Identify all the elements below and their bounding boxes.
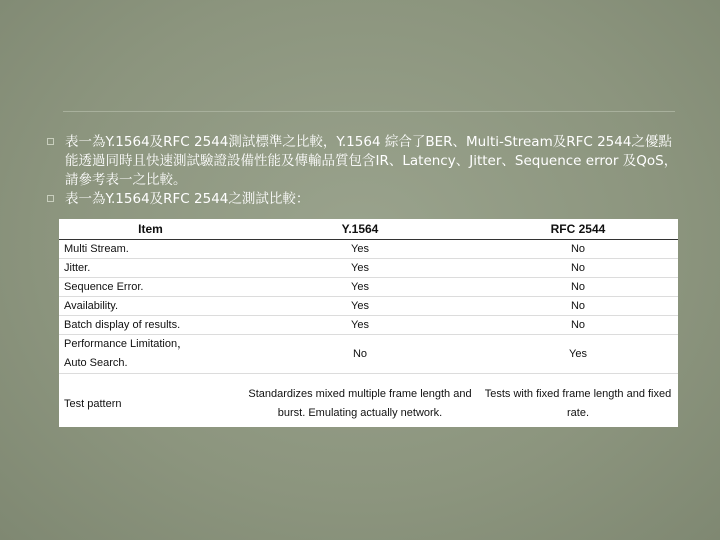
cell-rfc2544: No — [478, 259, 678, 278]
table-row — [59, 374, 678, 428]
table-row — [59, 259, 678, 278]
comparison-table — [59, 219, 678, 427]
cell-rfc2544: No — [478, 316, 678, 335]
table-row — [59, 316, 678, 335]
title-divider — [63, 111, 675, 112]
table-header-row — [59, 219, 678, 240]
cell-rfc2544: No — [478, 240, 678, 259]
cell-y1564: Standardizes mixed multiple frame length and burst. Emulating actually network. — [248, 388, 472, 419]
cell-rfc2544: No — [478, 297, 678, 316]
cell-item-line: Performance Limitation， — [64, 338, 189, 350]
cell-y1564: No — [242, 335, 478, 374]
cell-rfc2544: Yes — [478, 335, 678, 374]
cell-rfc2544: No — [478, 278, 678, 297]
cell-y1564: Yes — [242, 259, 478, 278]
cell-y1564: Yes — [242, 316, 478, 335]
cell-y1564: Yes — [242, 278, 478, 297]
bullet-text: 表一為Y.1564及RFC 2544測試標準之比較，Y.1564 綜合了BER、Multi-Stream及RFC 2544之優點能透過同時且快速測試驗證設備性能及傳輸品質包含IR、Latency、Jitter、Sequence error 及QoS，請參考表一之比較。 — [65, 134, 678, 188]
bullet-square-icon — [47, 138, 54, 145]
cell-item — [59, 335, 242, 374]
cell-item: Availability. — [59, 297, 242, 316]
cell-item: Jitter. — [59, 259, 242, 278]
bullet-list — [45, 133, 685, 209]
table-row — [59, 278, 678, 297]
bullet-item — [45, 190, 685, 209]
header-y1564: Y.1564 — [242, 219, 478, 240]
bullet-square-icon — [47, 195, 54, 202]
bullet-text: 表一為Y.1564及RFC 2544之測試比較： — [65, 191, 310, 207]
cell-item: Batch display of results. — [59, 316, 242, 335]
header-item: Item — [59, 219, 242, 240]
header-rfc2544: RFC 2544 — [478, 219, 678, 240]
bullet-item — [45, 133, 685, 190]
comparison-table-image — [59, 219, 678, 427]
table-row — [59, 335, 678, 374]
cell-item: Multi Stream. — [59, 240, 242, 259]
table-row — [59, 240, 678, 259]
cell-rfc2544: Tests with fixed frame length and fixed rate. — [484, 388, 672, 419]
cell-item: Test pattern — [64, 398, 122, 410]
cell-item: Sequence Error. — [59, 278, 242, 297]
cell-y1564: Yes — [242, 240, 478, 259]
cell-item-line: Auto Search. — [64, 357, 128, 369]
table-row — [59, 297, 678, 316]
cell-y1564: Yes — [242, 297, 478, 316]
